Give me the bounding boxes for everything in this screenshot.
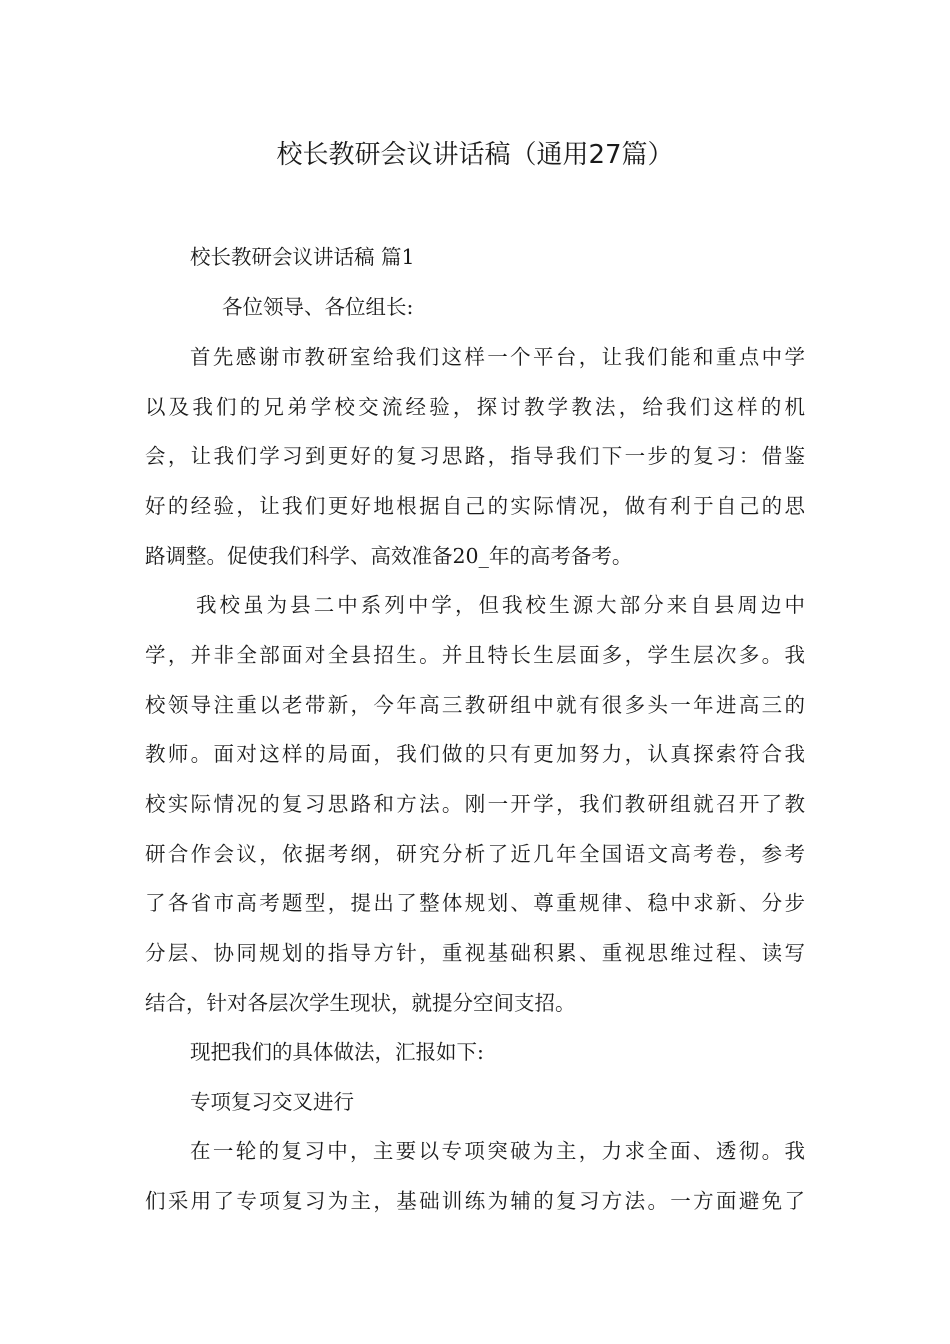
paragraph-line: 学，并非全部面对全县招生。并且特长生层面多，学生层次多。我 — [145, 643, 805, 667]
paragraph-line: 现把我们的具体做法，汇报如下: — [190, 1040, 484, 1064]
paragraph-line: 分层、协同规划的指导方针，重视基础积累、重视思维过程、读写 — [145, 941, 805, 965]
subsection-heading: 专项复习交叉进行 — [190, 1090, 354, 1114]
paragraph-line: 教师。面对这样的局面，我们做的只有更加努力，认真探索符合我 — [145, 742, 805, 766]
paragraph-line: 路调整。促使我们科学、高效准备20_年的高考备考。 — [145, 544, 633, 568]
paragraph-line: 在一轮的复习中，主要以专项突破为主，力求全面、透彻。我 — [190, 1139, 805, 1163]
paragraph-line: 校实际情况的复习思路和方法。刚一开学，我们教研组就召开了教 — [145, 792, 805, 816]
paragraph-line: 校领导注重以老带新，今年高三教研组中就有很多头一年进高三的 — [145, 693, 805, 717]
paragraph-line: 会，让我们学习到更好的复习思路，指导我们下一步的复习：借鉴 — [145, 444, 805, 468]
paragraph-line: 我校虽为县二中系列中学，但我校生源大部分来自县周边中 — [196, 593, 805, 617]
paragraph-line: 研合作会议，依据考纲，研究分析了近几年全国语文高考卷，参考 — [145, 842, 805, 866]
document-title: 校长教研会议讲话稿（通用27篇） — [276, 140, 674, 170]
paragraph-line: 结合，针对各层次学生现状，就提分空间支招。 — [145, 991, 576, 1015]
paragraph-line: 以及我们的兄弟学校交流经验，探讨教学教法，给我们这样的机 — [145, 395, 805, 419]
paragraph-line: 好的经验，让我们更好地根据自己的实际情况，做有利于自己的思 — [145, 494, 805, 518]
salutation: 各位领导、各位组长: — [222, 295, 414, 319]
section-heading: 校长教研会议讲话稿 篇1 — [190, 245, 415, 269]
paragraph-line: 了各省市高考题型，提出了整体规划、尊重规律、稳中求新、分步 — [145, 891, 805, 915]
paragraph-line: 们采用了专项复习为主，基础训练为辅的复习方法。一方面避免了 — [145, 1189, 805, 1213]
paragraph-line: 首先感谢市教研室给我们这样一个平台，让我们能和重点中学 — [190, 345, 805, 369]
